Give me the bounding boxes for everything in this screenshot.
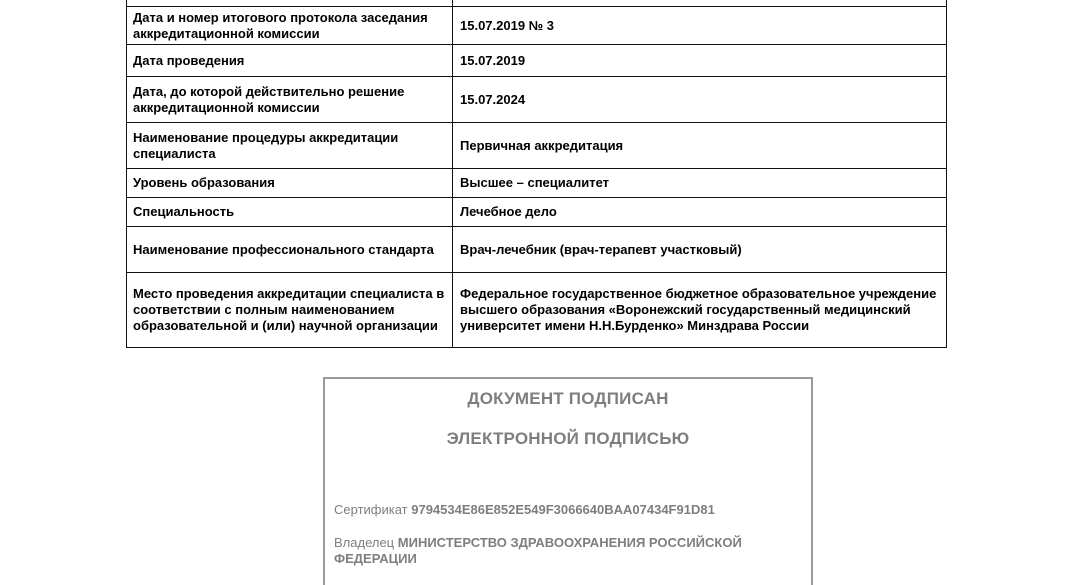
row-value: 15.07.2024 bbox=[453, 77, 947, 123]
accreditation-table bbox=[126, 0, 947, 348]
row-label: Специальность bbox=[127, 198, 453, 227]
owner-label: Владелец bbox=[334, 535, 395, 550]
row-value: Высшее – специалитет bbox=[453, 169, 947, 198]
table-row bbox=[127, 169, 947, 198]
row-value: Федеральное государственное бюджетное образовательное учреждение высшего образования «Воронежский государственный медицинский университет имени Н.Н.Бурденко» Минздрава России bbox=[453, 273, 947, 348]
table-row bbox=[127, 198, 947, 227]
row-label: Дата проведения bbox=[127, 45, 453, 77]
table-row bbox=[127, 227, 947, 273]
row-label: Место проведения аккредитации специалиста в соответствии с полным наименованием образовательной и (или) научной организации bbox=[127, 273, 453, 348]
row-value: Врач-лечебник (врач-терапевт участковый) bbox=[453, 227, 947, 273]
accreditation-table-container bbox=[126, 0, 946, 348]
row-value: Первичная аккредитация bbox=[453, 123, 947, 169]
certificate-line bbox=[334, 502, 804, 518]
stamp-title-line-2: ЭЛЕКТРОННОЙ ПОДПИСЬЮ bbox=[446, 429, 690, 448]
owner-line bbox=[334, 535, 804, 567]
row-label: Дата и номер итогового протокола заседания аккредитационной комиссии bbox=[127, 7, 453, 45]
certificate-value: 9794534E86E852E549F3066640BAA07434F91D81 bbox=[411, 502, 715, 517]
table-row bbox=[127, 123, 947, 169]
electronic-signature-stamp bbox=[323, 377, 813, 585]
stamp-title-line-1: ДОКУМЕНТ ПОДПИСАН bbox=[467, 389, 669, 408]
row-label: Наименование процедуры аккредитации специалиста bbox=[127, 123, 453, 169]
row-value: 15.07.2019 bbox=[453, 45, 947, 77]
row-label: Уровень образования bbox=[127, 169, 453, 198]
row-value: 15.07.2019 № 3 bbox=[453, 7, 947, 45]
owner-value: МИНИСТЕРСТВО ЗДРАВООХРАНЕНИЯ РОССИЙСКОЙ ФЕДЕРАЦИИ bbox=[334, 535, 742, 566]
row-label: Наименование профессионального стандарта bbox=[127, 227, 453, 273]
table-row bbox=[127, 273, 947, 348]
row-label: Дата, до которой действительно решение аккредитационной комиссии bbox=[127, 77, 453, 123]
table-row bbox=[127, 77, 947, 123]
row-value: Лечебное дело bbox=[453, 198, 947, 227]
table-row bbox=[127, 7, 947, 45]
certificate-label: Сертификат bbox=[334, 502, 408, 517]
table-row bbox=[127, 45, 947, 77]
